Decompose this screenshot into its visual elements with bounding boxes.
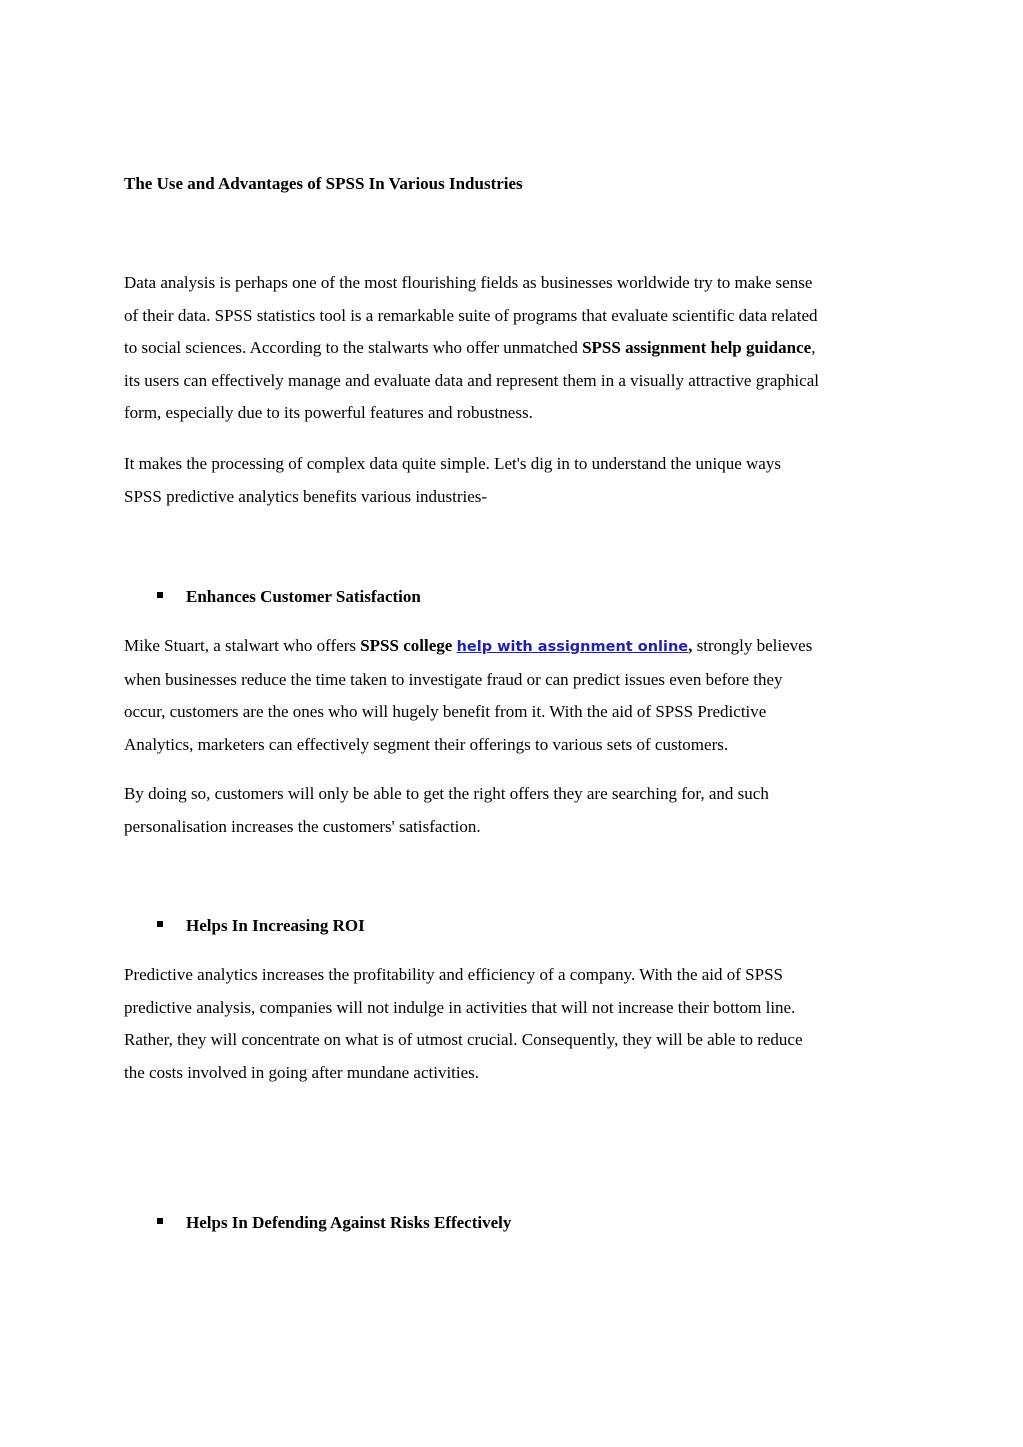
intro-line-1: Data analysis is perhaps one of the most flourishing fields as businesses worldwide try to make sense: [124, 273, 813, 292]
roi-line-4: the costs involved in going after mundane activities.: [124, 1062, 480, 1082]
intro-line-3-text: to social sciences. According to the stalwarts who offer unmatched: [124, 338, 583, 358]
intro-line-3: [124, 332, 914, 365]
cs2-line-2: personalisation increases the customers' satisfaction.: [124, 816, 481, 836]
second-line-1: It makes the processing of complex data quite simple. Let's dig in to understand the unique ways: [124, 454, 781, 473]
help-with-assignment-online-link[interactable]: help with assignment online: [456, 639, 689, 655]
second-paragraph: [124, 448, 914, 513]
square-bullet-icon: [157, 921, 163, 927]
intro-line-5: form, especially due to its powerful features and robustness.: [124, 403, 533, 423]
cs2-line-1: By doing so, customers will only be able to get the right offers they are searching for, and such: [124, 784, 769, 803]
roi-line-2: predictive analysis, companies will not indulge in activities that will not increase their bottom line.: [124, 997, 796, 1017]
cs-line-1: [124, 630, 914, 664]
spss-college-emphasis: SPSS college: [360, 636, 453, 655]
cs-line-1-comma: ,: [688, 636, 693, 655]
square-bullet-icon: [157, 592, 163, 598]
document-title: The Use and Advantages of SPSS In Various Industries: [124, 174, 523, 193]
cs-line-1-end: strongly believes: [692, 636, 813, 655]
cs-line-2: when businesses reduce the time taken to investigate fraud or can predict issues even before they: [124, 669, 783, 689]
roi-line-1: Predictive analytics increases the profitability and efficiency of a company. With the aid of SPSS: [124, 965, 783, 984]
cs-line-1-text: Mike Stuart, a stalwart who offers: [124, 636, 361, 655]
section-heading-text: Helps In Increasing ROI: [186, 916, 365, 935]
intro-line-4: its users can effectively manage and evaluate data and represent them in a visually attractive graphical: [124, 370, 819, 390]
intro-line-3-end: ,: [811, 338, 816, 358]
roi-paragraph: [124, 959, 914, 1089]
second-line-2: SPSS predictive analytics benefits various industries-: [124, 486, 488, 506]
roi-line-3: Rather, they will concentrate on what is of utmost crucial. Consequently, they will be able to reduce: [124, 1030, 803, 1050]
customer-satisfaction-paragraph-1: [124, 630, 914, 761]
section-heading-text: Helps In Defending Against Risks Effectively: [186, 1213, 512, 1232]
cs-line-3: occur, customers are the ones who will hugely benefit from it. With the aid of SPSS Predictive: [124, 702, 767, 722]
square-bullet-icon: [157, 1218, 163, 1224]
customer-satisfaction-paragraph-2: [124, 778, 914, 843]
section-heading-text: Enhances Customer Satisfaction: [186, 587, 421, 606]
cs-line-4: Analytics, marketers can effectively segment their offerings to various sets of customers.: [124, 734, 729, 754]
spss-assignment-help-emphasis: SPSS assignment help guidance: [582, 338, 812, 358]
intro-paragraph: [124, 267, 914, 430]
intro-line-2: of their data. SPSS statistics tool is a remarkable suite of programs that evaluate scientific data related: [124, 305, 818, 325]
